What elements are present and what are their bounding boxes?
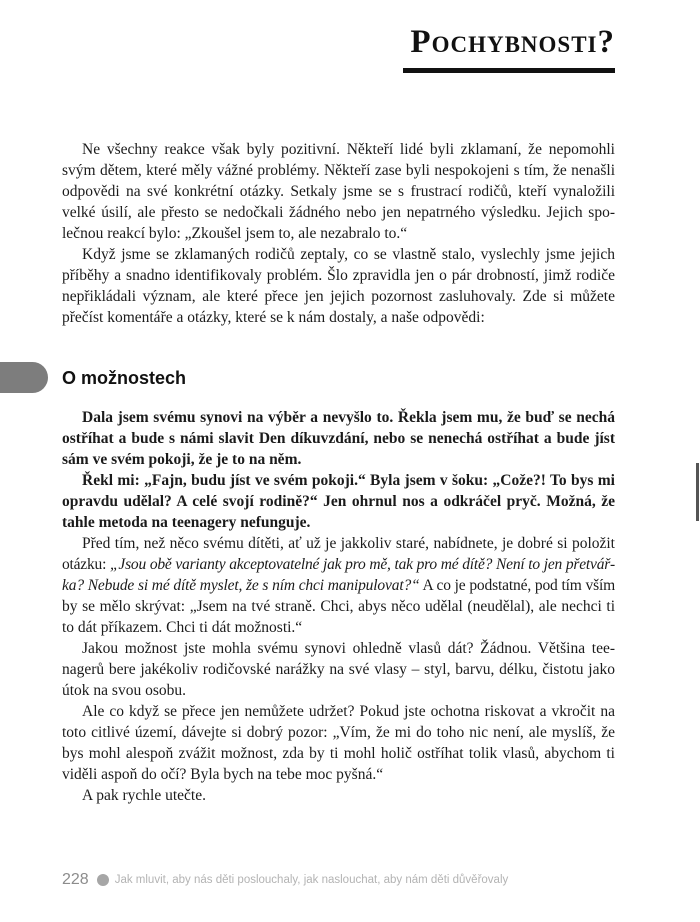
italic-text: ka? Nebude si mé dítě myslet, že s ním chci manipulovat?“ (62, 577, 420, 594)
paragraph (62, 244, 615, 328)
text-run: otázku: (62, 556, 110, 573)
text-line: Ne všechny reakce však byly pozitivní. Někteří lidé byli zklamaní, že nepomohli (82, 141, 615, 158)
text-line: přečíst komentáře a otázky, které se k nám dostaly, a naše odpovědi: (62, 309, 485, 326)
text-line: Když jsme se zklamaných rodičů zeptaly, co se vlastně stalo, vyslechly jsme jejich (82, 246, 615, 263)
text-line: tahle metoda na teenagery nefunguje. (62, 514, 311, 531)
text-line: by se mělo skrývat: „Jsem na tvé straně. Chci, abys něco udělal (neudělal), ale nechci ti (62, 598, 615, 615)
text-line: viděli aspoň do očí? Byla bych na tebe moc pyšná.“ (62, 766, 384, 783)
page-footer (62, 869, 508, 891)
text-line: Dala jsem svému synovi na výběr a nevyšlo to. Řekla jsem mu, že buď se nechá (82, 409, 615, 426)
title-underline (403, 68, 615, 73)
text-line: Řekl mi: „Fajn, budu jíst ve svém pokoji.“ Byla jsem v šoku: „Cože?! To bys mi (82, 472, 615, 489)
section-tab-marker (0, 362, 48, 393)
section-body (62, 407, 615, 806)
text-line: Jakou možnost jste mohla svému synovi ohledně vlasů dát? Žádnou. Většina tee- (82, 640, 615, 657)
section-heading: O možnostech (62, 368, 187, 388)
text-line: lečnou reakcí bylo: „Zkoušel jsem to, ale nezabralo to.“ (62, 225, 408, 242)
paragraph (62, 701, 615, 785)
text-line: opravdu udělal? A celé svojí rodině?“ Jen ohrnul nos a odkráčel pryč. Možná, že (62, 493, 615, 510)
text-line: toto citlivé území, dávejte si dobrý pozor: „Vím, že mi do toho nic není, ale myslíš, že (62, 724, 615, 741)
paragraph (62, 638, 615, 701)
text-line: svým dětem, které měly vážné problémy. Někteří zase byli nespokojeni s tím, že nenašli (62, 162, 615, 179)
text-line: příběhy a snadno identifikovaly problém. Šlo zpravidla jen o pár drobností, jimž rodiče (62, 267, 615, 284)
text-line: Před tím, než něco svému dítěti, ať už je jakkoliv staré, nabídnete, je dobré si položit (82, 535, 615, 552)
text-line: A pak rychle utečte. (82, 787, 206, 804)
page-number: 228 (62, 871, 89, 888)
reader-comment-paragraph (62, 407, 615, 470)
paragraph (62, 533, 615, 638)
chapter-title: Pochybnosti? (410, 24, 615, 60)
text-line (62, 575, 615, 596)
reader-comment-paragraph (62, 470, 615, 533)
text-line: odpovědi na své konkrétní otázky. Setkaly jsme se s frustrací rodičů, kteří vynaložili (62, 183, 615, 200)
footer-bullet-icon (97, 874, 109, 886)
text-line: velké úsilí, ale přesto se nedočkali žádného nebo jen nepatrného výsledku. Jejich spo- (62, 204, 615, 221)
italic-text: „Jsou obě varianty akceptovatelné jak pro mě, tak pro mé dítě? Není to jen přetvář- (110, 556, 615, 573)
intro-text (62, 139, 615, 328)
text-line: sám ve svém pokoji, že je to na něm. (62, 451, 302, 468)
paragraph (62, 139, 615, 244)
text-line: bys mohl alespoň zvážit možnost, zda by ti mohl holič ostříhat tolik vlasů, abychom ti (62, 745, 615, 762)
text-run: A co je podstatné, pod tím vším (419, 577, 615, 594)
paragraph (62, 785, 615, 806)
text-line: to dát příkazem. Chci ti dát možnosti.“ (62, 619, 303, 636)
running-title: Jak mluvit, aby nás děti poslouchaly, jak naslouchat, aby nám děti důvěřovaly (114, 874, 509, 886)
text-line: nepřikládali význam, ale které přece jen jejich pozornost zasluhovaly. Zde si můžete (62, 288, 615, 305)
text-line (62, 554, 615, 575)
text-line: nagerů bere jakékoliv rodičovské narážky na své vlasy – styl, barvu, délku, čistotu jako (62, 661, 615, 678)
text-line: ostříhat a bude s námi slavit Den díkuvzdání, nebo se nenechá ostříhat a bude jíst (62, 430, 615, 447)
edge-mark (696, 463, 699, 521)
text-line: útok na svou osobu. (62, 682, 186, 699)
text-line: Ale co když se přece jen nemůžete udržet? Pokud jste ochotna riskovat a vkročit na (82, 703, 615, 720)
